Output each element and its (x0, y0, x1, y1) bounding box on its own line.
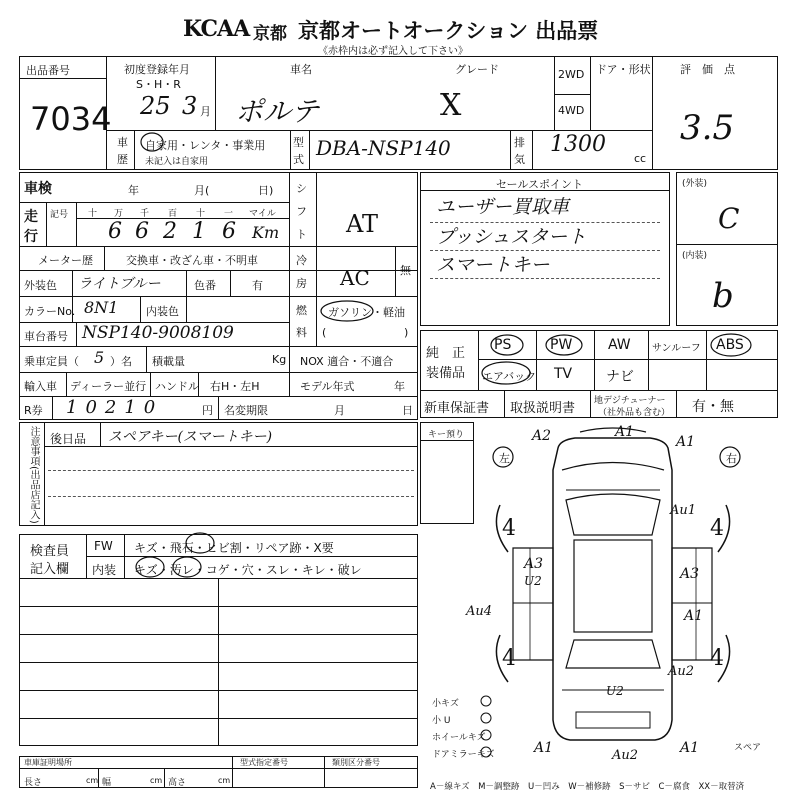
equipment-label-2: 装備品 (426, 366, 466, 381)
kigou-label: 記号 (50, 210, 69, 220)
wheel-mark: 4 (710, 516, 724, 541)
handle-options: 右H・左H (210, 380, 260, 393)
rear-items-label: 後日品 (50, 432, 87, 446)
warranty-label: 新車保証書 (424, 401, 490, 416)
expiry-month: 月 (334, 404, 345, 417)
spare-label: スペア (734, 743, 762, 753)
dealer-label: ディーラー並行 (70, 380, 147, 393)
capacity-value: 5 (94, 348, 105, 367)
digit-place-4: 十 (196, 209, 206, 219)
mileage-digit-4: 6 (222, 219, 236, 244)
rating-label: 評 価 点 (680, 63, 735, 76)
reg-cert-label: 車庫証明場所 (24, 758, 72, 767)
diagram-mark: A1 (615, 424, 635, 440)
history-options: 自家用・レンタ・事業用 (145, 139, 266, 152)
diagram-mark: Au2 (668, 664, 695, 679)
grade-label: グレード (455, 63, 499, 76)
model-year-unit: 年 (394, 380, 405, 393)
shift-label-3: ト (296, 228, 307, 241)
digit-place-0: 十 (88, 209, 98, 219)
width-unit: cm (150, 776, 163, 785)
displacement-value: 1300 (550, 132, 606, 157)
disp-label-1: 排 (514, 136, 525, 149)
chassis-value: NSP140-9008109 (82, 323, 234, 343)
exterior-grade: C (718, 202, 740, 235)
load-label: 積載量 (152, 355, 185, 368)
sheet-note: 《赤枠内は必ず記入して下さい》 (318, 46, 468, 57)
fuel-label-1: 燃 (296, 304, 307, 317)
digit-place-5: 一 (224, 209, 234, 219)
cc-unit: cc (634, 152, 647, 165)
chassis-label: 車台番号 (24, 330, 68, 343)
wheel-scratch-label: ホイールキズ (432, 733, 486, 743)
sales-point-2: プッシュスタート (436, 226, 587, 248)
color-code-label: カラーNo. (24, 305, 76, 318)
expiry-day: 日 (402, 404, 413, 417)
recycle-label: R券 (24, 404, 43, 417)
equip-pw: PW (550, 337, 573, 353)
mileage-digit-3: 1 (192, 219, 206, 244)
meter-options: 交換車・改ざん車・不明車 (126, 254, 258, 267)
lot-no-value: 7034 (30, 100, 112, 138)
interior-grade: b (712, 276, 734, 316)
model-value: DBA-NSP140 (316, 136, 451, 160)
fuel-paren-open: ( (322, 326, 327, 339)
specified-no-label: 型式指定番号 (240, 758, 288, 767)
mileage-label-2: 行 (24, 229, 38, 245)
model-label-1: 型 (293, 136, 304, 149)
logo-text: KCAA (183, 16, 250, 42)
digit-place-2: 千 (140, 209, 150, 219)
diagram-mark: A1 (684, 608, 704, 624)
manual-label: 取扱説明書 (510, 401, 576, 416)
digital-tuner-label: 地デジチューナー (594, 396, 666, 406)
model-year-label: モデル年式 (300, 380, 355, 393)
mileage-digit-1: 6 (135, 219, 149, 244)
fuel-paren-close: ) (404, 326, 409, 339)
mileage-digit-2: 2 (163, 219, 177, 244)
era-label: S・H・R (136, 78, 181, 91)
length-unit: cm (86, 776, 99, 785)
reg-year-value: 25 (140, 92, 171, 120)
digital-tuner-note: （社外品も含む） (598, 408, 671, 418)
inspector-label-2: 記入欄 (30, 562, 70, 577)
recycle-yen: 円 (202, 404, 213, 417)
reg-month-unit: 月 (200, 105, 211, 118)
mirror-scratch-label: ドアミラーキズ (432, 750, 495, 760)
small-u-label: 小 U (432, 716, 451, 726)
fuel-label-2: 料 (296, 326, 307, 339)
category-no-label: 類別区分番号 (332, 758, 380, 767)
shift-label-2: フ (296, 205, 307, 218)
first-reg-label: 初度登録年月 (124, 63, 190, 76)
car-name-label: 車名 (290, 63, 312, 76)
equip-tv: TV (554, 366, 573, 382)
height-label: 高さ (168, 778, 187, 788)
notes-sub-label: (出品店記入) (28, 466, 39, 524)
load-unit: Kg (272, 353, 287, 366)
2wd-option: 2WD (558, 68, 585, 81)
sales-points-label: セールスポイント (496, 178, 584, 191)
wheel-mark: 4 (710, 646, 724, 671)
left-marker: 左 (499, 452, 510, 465)
inspector-label-1: 検査員 (30, 544, 70, 559)
fw-options: キズ・飛石・ヒビ割・リペア跡・X要 (134, 541, 334, 555)
ac-value: AC (340, 266, 370, 290)
fw-label: FW (94, 539, 113, 553)
shift-value: AT (346, 210, 379, 238)
diagram-mark: A1 (534, 740, 554, 756)
color-no-yes: 有 (252, 279, 263, 292)
inspection-year: 年 (128, 184, 139, 197)
interior-color-label: 内装色 (146, 305, 179, 318)
import-label: 輸入車 (24, 380, 57, 393)
equip-abs: ABS (716, 337, 744, 353)
width-label: 幅 (102, 778, 112, 788)
logo (183, 16, 293, 42)
color-label: 外装色 (24, 279, 57, 292)
naisou-options: キズ・汚レ・コゲ・穴・スレ・キレ・破レ (134, 563, 362, 577)
mile-label: マイル (249, 209, 276, 219)
inspection-month: 月( (194, 184, 210, 197)
diagram-mark: U2 (606, 684, 624, 698)
history-note: 未記入は自家用 (145, 157, 209, 167)
fuel-options: ガソリン・軽油 (328, 306, 405, 319)
equip-aw: AW (608, 337, 631, 353)
history-label-1: 車 (117, 136, 128, 149)
notes-label: 注意事項 (28, 426, 39, 466)
mileage-label-1: 走 (24, 209, 38, 225)
diagram-mark: A1 (676, 434, 696, 450)
sales-point-3: スマートキー (436, 254, 550, 276)
diagram-mark: A3 (680, 566, 700, 582)
equip-sunroof: サンルーフ (652, 343, 701, 354)
key-deposit-label: キー預り (428, 430, 465, 440)
ac-label-1: 冷 (296, 254, 307, 267)
meter-history-label: メーター歴 (38, 254, 93, 267)
right-marker: 右 (726, 452, 737, 465)
length-label: 長さ (24, 778, 43, 788)
naisou-label: 内装 (92, 563, 117, 577)
diagram-mark: Au1 (670, 503, 697, 518)
interior-label: (内装) (682, 251, 708, 261)
height-unit: cm (218, 776, 231, 785)
color-value: ライトブルー (78, 276, 161, 292)
nox-options: NOX 適合・不適合 (300, 355, 394, 368)
disp-label-2: 気 (514, 153, 525, 166)
diagram-mark: Au2 (612, 748, 639, 763)
inspection-label: 車検 (24, 181, 52, 197)
shift-label-1: シ (296, 182, 307, 195)
equip-ps: PS (494, 337, 512, 353)
lot-no-label: 出品番号 (26, 64, 70, 77)
capacity-unit: ）名 (110, 355, 132, 368)
sales-point-1: ユーザー買取車 (436, 196, 570, 218)
diagram-mark: A2 (532, 428, 552, 444)
wheel-mark: 4 (502, 646, 516, 671)
diagram-mark: A3 (524, 556, 544, 572)
4wd-option: 4WD (558, 104, 585, 117)
digit-place-1: 万 (114, 209, 124, 219)
sheet-title: 京都オートオークション 出品票 (298, 19, 599, 43)
damage-legend: A－線キズ M－調整跡 U－凹み W－補修跡 S－サビ C－腐食 XX－取替済 (430, 782, 745, 792)
equipment-label-1: 純 正 (426, 346, 466, 361)
capacity-label: 乗車定員（ (24, 355, 79, 368)
recycle-value: 10210 (66, 397, 164, 418)
rating-value: 3.5 (680, 108, 735, 148)
color-code-value: 8N1 (84, 298, 119, 317)
handle-label: ハンドル (155, 380, 199, 393)
ac-none: 無 (400, 264, 411, 277)
history-label-2: 歴 (117, 153, 128, 166)
mileage-digit-0: 6 (108, 219, 122, 244)
logo-city: 京都 (253, 24, 287, 44)
car-name-value: ポルテ (235, 95, 320, 128)
equip-airbag: エアバック (482, 370, 537, 383)
door-label: ドア・形状 (596, 63, 651, 76)
ac-label-2: 房 (296, 277, 307, 290)
diagram-mark: Au4 (466, 604, 493, 619)
diagram-mark: A1 (680, 740, 700, 756)
color-no-label: 色番 (194, 279, 216, 292)
exterior-label: (外装) (682, 179, 708, 189)
digital-tuner-yes-no: 有・無 (692, 399, 734, 415)
mileage-unit: Km (252, 223, 280, 242)
wheel-mark: 4 (502, 516, 516, 541)
expiry-label: 名変期限 (224, 404, 268, 417)
model-label-2: 式 (293, 153, 304, 166)
diagram-mark: U2 (524, 574, 542, 588)
rear-items-value: スペアキー(スマートキー) (108, 429, 273, 445)
digit-place-3: 百 (168, 209, 178, 219)
equip-navi: ナビ (606, 369, 634, 385)
grade-value: X (440, 88, 462, 123)
reg-month-value: 3 (182, 92, 198, 120)
inspection-day: 日) (258, 184, 274, 197)
small-scratch-label: 小キズ (432, 699, 459, 709)
